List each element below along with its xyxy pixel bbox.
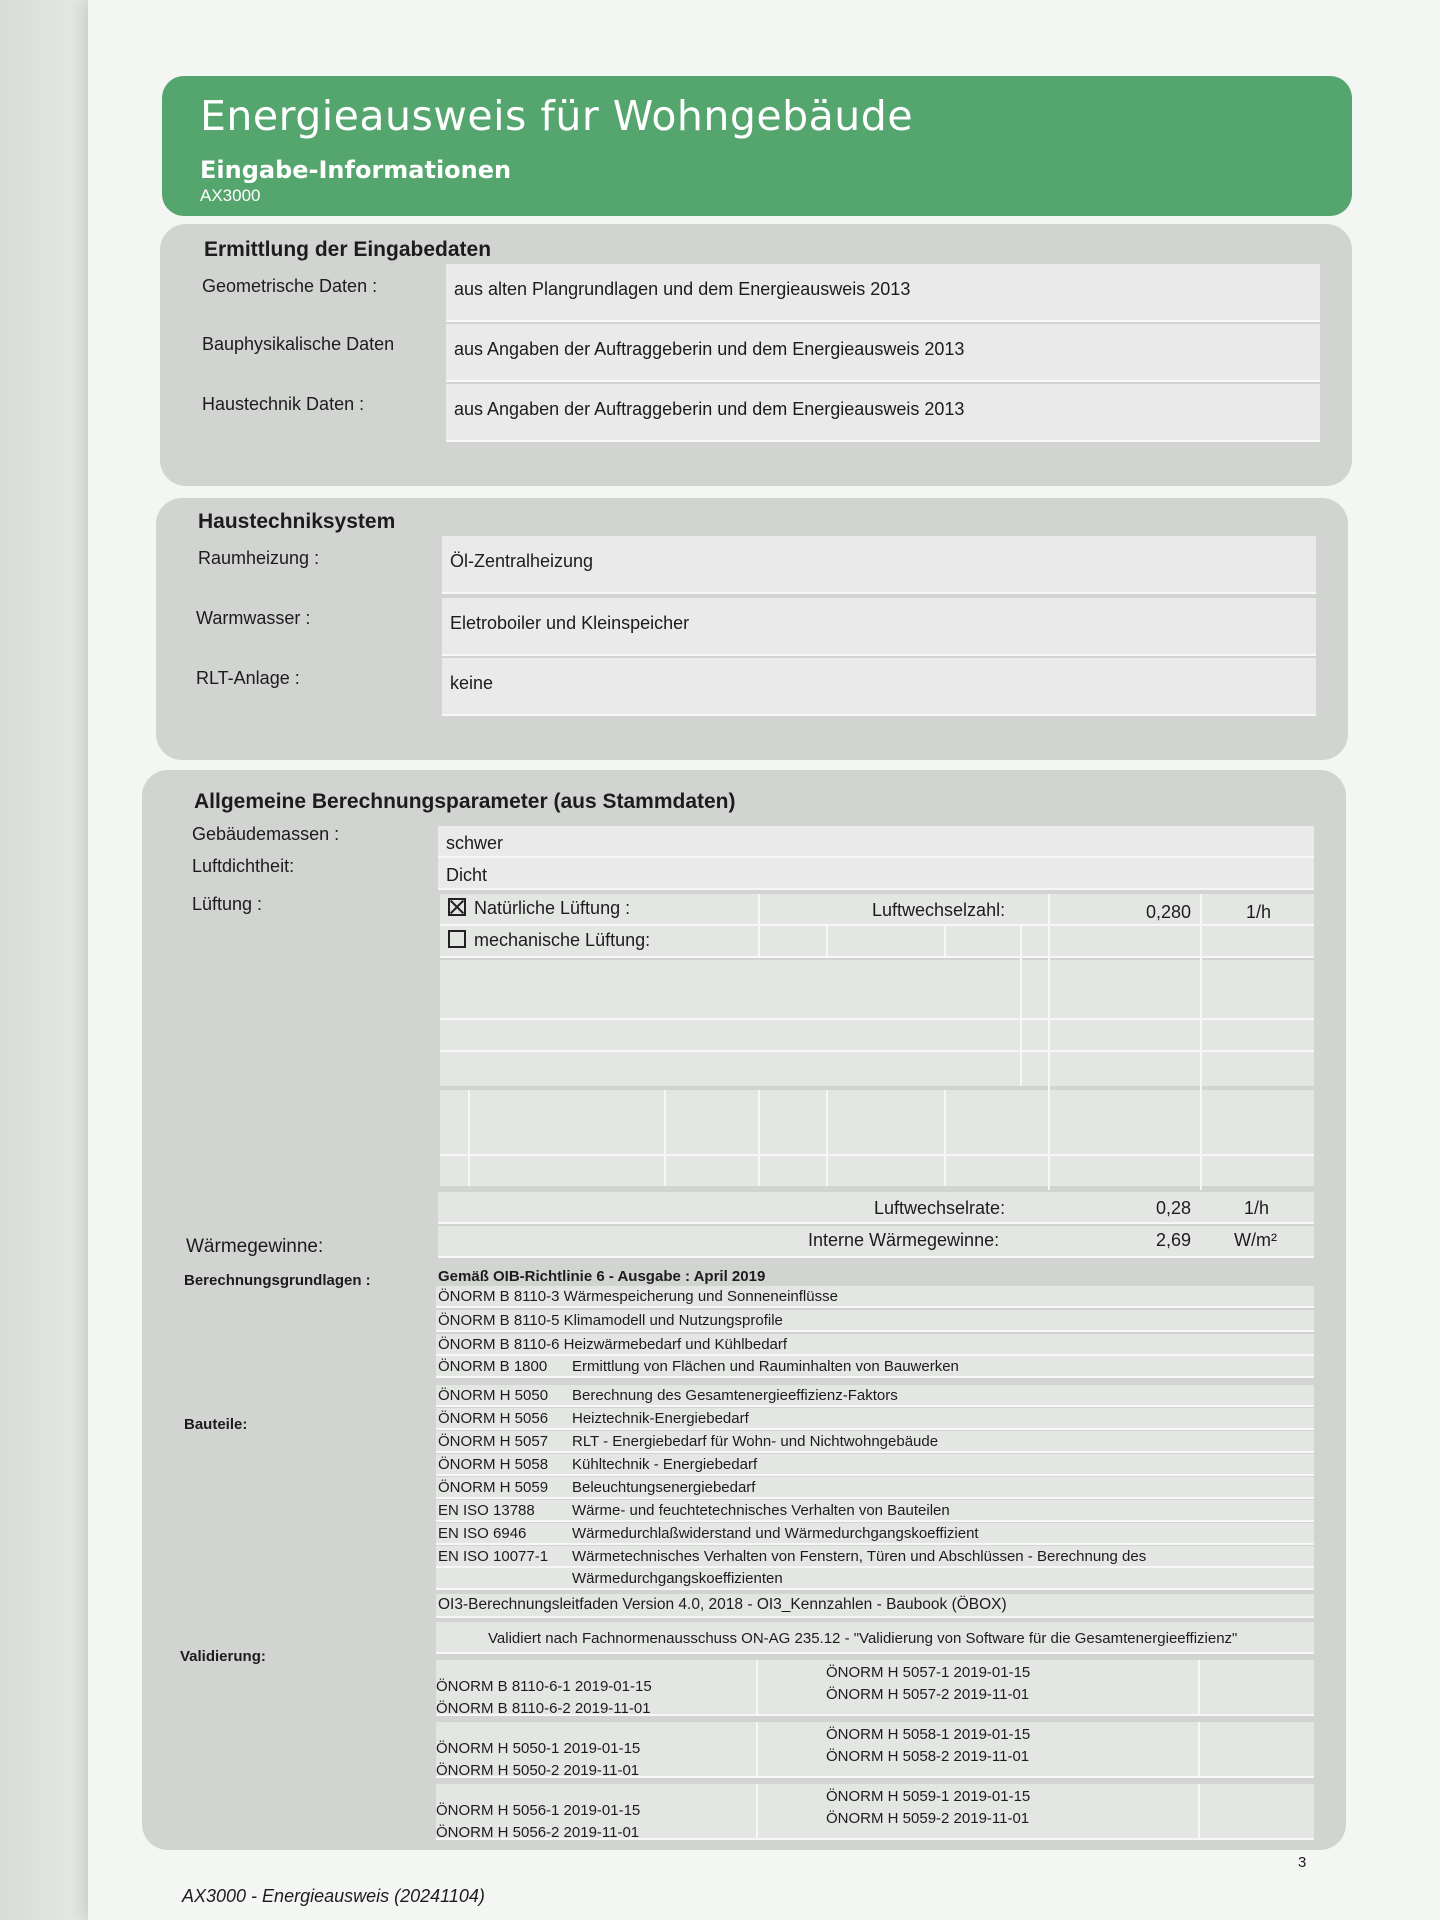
norm-title: Heiztechnik-Energiebedarf	[572, 1410, 749, 1427]
validierung-text: Validiert nach Fachnormenausschuss ON-AG 235.12 - "Validierung von Software für die Gesamtenergieeffizienz"	[488, 1630, 1238, 1647]
section-heading: Allgemeine Berechnungsparameter (aus Stammdaten)	[194, 790, 736, 813]
label-bauphysikalische-daten: Bauphysikalische Daten	[202, 334, 395, 354]
grid-row-empty	[440, 1020, 1314, 1052]
page-number: 3	[1298, 1854, 1307, 1871]
validierung-norm-right: ÖNORM H 5059-1 2019-01-15	[826, 1788, 1031, 1805]
norm-row	[436, 1477, 1314, 1499]
value-text: aus alten Plangrundlagen und dem Energieausweis 2013	[454, 279, 911, 299]
document-subtitle: Eingabe-Informationen	[200, 156, 512, 184]
checkbox-label: mechanische Lüftung:	[474, 930, 651, 950]
grid-divider	[1198, 1784, 1200, 1840]
validierung-norm-right: ÖNORM H 5057-1 2019-01-15	[826, 1664, 1031, 1681]
norm-entry: ÖNORM B 8110-3 Wärmespeicherung und Sonneneinflüsse	[438, 1288, 838, 1305]
label-geometrische-daten: Geometrische Daten :	[202, 276, 378, 296]
label-raumheizung: Raumheizung :	[198, 548, 320, 568]
value-text: aus Angaben der Auftraggeberin und dem Energieausweis 2013	[454, 399, 965, 419]
validierung-norm-left: ÖNORM B 8110-6-2 2019-11-01	[436, 1700, 651, 1717]
norm-title: Wärmedurchlaßwiderstand und Wärmedurchgangskoeffizient	[572, 1525, 979, 1542]
unit-luftwechselzahl: 1/h	[1246, 902, 1272, 922]
value-gebaeudemassen	[438, 826, 1314, 858]
label-haustechnik-daten: Haustechnik Daten :	[202, 394, 365, 414]
label-rlt-anlage: RLT-Anlage :	[196, 668, 300, 688]
checkbox-label: Natürliche Lüftung :	[474, 898, 631, 918]
value-luftwechselrate: 0,28	[1156, 1198, 1192, 1218]
document-header	[162, 76, 1352, 216]
value-interne-waermegewinne: 2,69	[1156, 1230, 1192, 1250]
norm-title: Beleuchtungsenergiebedarf	[572, 1479, 756, 1496]
checkbox-natuerliche-lueftung[interactable]	[448, 898, 630, 919]
label-gebaeudemassen: Gebäudemassen :	[192, 824, 340, 844]
page-edge-shadow	[0, 0, 88, 1920]
section-eingabedaten	[160, 224, 1352, 486]
grid-divider	[944, 926, 946, 958]
value-text: aus Angaben der Auftraggeberin und dem Energieausweis 2013	[454, 339, 965, 359]
norm-entry: ÖNORM B 8110-5 Klimamodell und Nutzungsprofile	[438, 1312, 783, 1329]
value-haustechnik-daten	[446, 384, 1320, 442]
label-warmwasser: Warmwasser :	[196, 608, 311, 628]
validierung-norm-left: ÖNORM H 5050-2 2019-11-01	[436, 1762, 640, 1779]
section-haustechniksystem	[156, 498, 1348, 760]
label-lueftung: Lüftung :	[192, 894, 263, 914]
validierung-norm-left: ÖNORM B 8110-6-1 2019-01-15	[436, 1678, 652, 1695]
label-luftwechselrate: Luftwechselrate:	[874, 1198, 1006, 1218]
validierung-norm-left: ÖNORM H 5050-1 2019-01-15	[436, 1740, 641, 1757]
value-text: keine	[450, 673, 494, 693]
value-text: Dicht	[446, 865, 488, 885]
norm-continuation: Wärmedurchgangskoeffizienten	[572, 1570, 783, 1587]
grid-divider	[756, 1784, 758, 1840]
validierung-norm-right: ÖNORM H 5058-2 2019-11-01	[826, 1748, 1030, 1765]
unit-luftwechselrate: 1/h	[1244, 1198, 1270, 1218]
validierung-norm-right: ÖNORM H 5058-1 2019-01-15	[826, 1726, 1031, 1743]
norm-code: EN ISO 6946	[438, 1525, 527, 1542]
label-validierung: Validierung:	[180, 1648, 266, 1665]
label-interne-waermegewinne: Interne Wärmegewinne:	[808, 1230, 1000, 1250]
grid-divider	[756, 1722, 758, 1778]
validierung-norm-right: ÖNORM H 5059-2 2019-11-01	[826, 1810, 1030, 1827]
value-text: Öl-Zentralheizung	[450, 551, 594, 571]
grid-divider	[1020, 926, 1022, 1086]
value-bauphysikalische-daten	[446, 324, 1320, 382]
grid-divider	[758, 1090, 760, 1186]
grid-divider	[664, 1090, 666, 1186]
oi3-leitfaden: OI3-Berechnungsleitfaden Version 4.0, 2018 - OI3_Kennzahlen - Baubook (ÖBOX)	[438, 1596, 1007, 1613]
value-rlt-anlage	[442, 658, 1316, 716]
grid-row-empty	[440, 1120, 1314, 1156]
software-code: AX3000	[200, 186, 261, 205]
label-berechnungsgrundlagen: Berechnungsgrundlagen :	[184, 1272, 371, 1289]
grid-divider	[826, 926, 828, 958]
checkbox-mechanische-lueftung[interactable]	[448, 930, 650, 951]
norm-title: Wärmetechnisches Verhalten von Fenstern, Türen und Abschlüssen - Berechnung des	[572, 1548, 1147, 1565]
norm-code: ÖNORM H 5050	[438, 1387, 549, 1404]
norm-title: Ermittlung von Flächen und Rauminhalten von Bauwerken	[572, 1358, 959, 1375]
checkbox-unchecked-icon	[448, 930, 466, 948]
norm-row	[436, 1568, 1314, 1590]
grid-divider	[944, 1090, 946, 1186]
grid-divider	[468, 1090, 470, 1186]
norm-code: ÖNORM H 5056	[438, 1410, 549, 1427]
grid-divider	[1048, 894, 1050, 1190]
norm-row	[436, 1454, 1314, 1476]
value-warmwasser	[442, 598, 1316, 656]
norm-title: Berechnung des Gesamtenergieeffizienz-Faktors	[572, 1387, 898, 1404]
value-luftwechselzahl: 0,280	[1146, 902, 1192, 922]
norm-row	[436, 1408, 1314, 1430]
norm-code: EN ISO 13788	[438, 1502, 535, 1519]
value-text: schwer	[446, 833, 504, 853]
norm-code: ÖNORM H 5059	[438, 1479, 549, 1496]
norm-code: EN ISO 10077-1	[438, 1548, 549, 1565]
label-bauteile: Bauteile:	[184, 1416, 248, 1433]
norm-title: Kühltechnik - Energiebedarf	[572, 1456, 758, 1473]
oib-richtlinie: Gemäß OIB-Richtlinie 6 - Ausgabe : April 2019	[438, 1268, 766, 1285]
validierung-norm-left: ÖNORM H 5056-1 2019-01-15	[436, 1802, 641, 1819]
validierung-norm-right: ÖNORM H 5057-2 2019-11-01	[826, 1686, 1030, 1703]
grid-divider	[756, 1660, 758, 1716]
footer-text: AX3000 - Energieausweis (20241104)	[182, 1886, 485, 1906]
checkbox-checked-icon	[448, 898, 466, 916]
norm-code: ÖNORM B 1800	[438, 1358, 548, 1375]
document-title: Energieausweis für Wohngebäude	[200, 92, 914, 140]
section-heading: Ermittlung der Eingabedaten	[204, 238, 492, 261]
label-luftdichtheit: Luftdichtheit:	[192, 856, 295, 876]
unit-interne-waermegewinne: W/m²	[1234, 1230, 1277, 1250]
value-geometrische-daten	[446, 264, 1320, 322]
value-luftdichtheit	[438, 858, 1314, 890]
norm-title: Wärme- und feuchtetechnisches Verhalten von Bauteilen	[572, 1502, 950, 1519]
norm-code: ÖNORM H 5058	[438, 1456, 549, 1473]
grid-divider	[1200, 894, 1202, 1190]
grid-divider	[1198, 1722, 1200, 1778]
grid-divider	[1198, 1660, 1200, 1716]
norm-title: RLT - Energiebedarf für Wohn- und Nichtwohngebäude	[572, 1433, 939, 1450]
grid-row-empty	[440, 988, 1314, 1020]
label-luftwechselzahl: Luftwechselzahl:	[872, 900, 1006, 920]
grid-divider	[758, 894, 760, 958]
label-waermegewinne: Wärmegewinne:	[186, 1236, 324, 1257]
validierung-norm-left: ÖNORM H 5056-2 2019-11-01	[436, 1824, 640, 1841]
norm-entry: ÖNORM B 8110-6 Heizwärmebedarf und Kühlbedarf	[438, 1336, 788, 1353]
value-raumheizung	[442, 536, 1316, 594]
grid-divider	[826, 1090, 828, 1186]
section-heading: Haustechniksystem	[198, 510, 396, 533]
value-text: Eletroboiler und Kleinspeicher	[450, 613, 690, 633]
norm-code: ÖNORM H 5057	[438, 1433, 549, 1450]
